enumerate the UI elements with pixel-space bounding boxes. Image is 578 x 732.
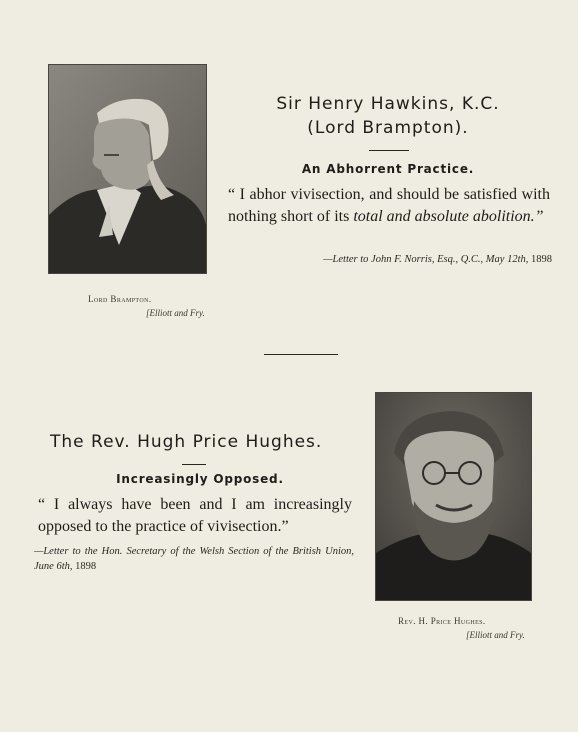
portrait-hugh-price-hughes <box>375 392 532 601</box>
photo-credit-hugh-price-hughes: [Elliott and Fry. <box>466 630 525 640</box>
section1-quote-italic: total and absolute abolition.” <box>353 208 544 225</box>
caption-hugh-price-hughes: Rev. H. Price Hughes. <box>398 616 486 626</box>
section-divider <box>264 354 338 355</box>
section2-heading: The Rev. Hugh Price Hughes. <box>50 432 323 452</box>
section2-quote: “ I always have been and I am increasingly opposed to the practice of vivisection.” <box>38 496 352 535</box>
section1-source-text: —Letter to John F. Norris, Esq., Q.C., May 12th, <box>323 254 529 265</box>
section1-quote <box>228 184 550 228</box>
section2-source-text: —Letter to the Hon. Secretary of the Welsh Section of the British Union, June 6th, <box>34 546 354 572</box>
section1-source <box>270 252 552 267</box>
photo-credit-lord-brampton: [Elliott and Fry. <box>146 308 205 318</box>
section1-short-rule <box>369 150 409 151</box>
section1-source-year: 1898 <box>531 254 552 265</box>
section2-source <box>34 544 354 574</box>
portrait-lord-brampton <box>48 64 207 274</box>
section1-subheading: An Abhorrent Practice. <box>301 162 475 176</box>
caption-lord-brampton: Lord Brampton. <box>88 294 152 304</box>
section2-source-year: 1898 <box>75 561 97 572</box>
portrait-lord-brampton-image <box>49 65 206 273</box>
section2-short-rule <box>182 464 206 465</box>
section2-subheading: Increasingly Opposed. <box>116 472 284 486</box>
section1-quote-plain: “ I abhor vivisection, and should be satisfied with nothing short of its <box>228 186 550 225</box>
section1-heading-title: (Lord Brampton). <box>307 118 469 138</box>
section1-heading-name: Sir Henry Hawkins, K.C. <box>276 94 500 114</box>
portrait-hugh-price-hughes-image <box>376 393 531 600</box>
